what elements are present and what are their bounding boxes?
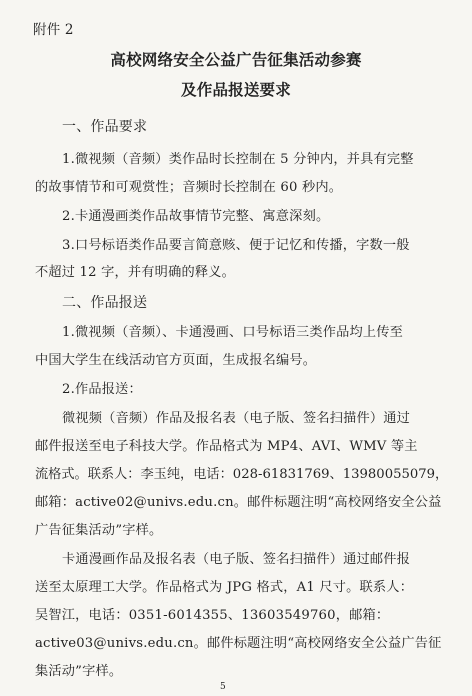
section-1-item-3-line-2: 不超过 12 字，并有明确的释义。 <box>35 265 236 280</box>
section-1-item-1-line-2: 的故事情节和可观赏性；音频时长控制在 60 秒内。 <box>35 180 343 195</box>
video-submission-line-4: 邮箱：active02@univs.edu.cn。邮件标题注明“高校网络安全公益 <box>35 495 442 510</box>
page-number: 5 <box>220 682 226 692</box>
section-2-heading: 二、作品报送 <box>62 295 148 311</box>
section-2-item-1-line-2: 中国大学生在线活动官方页面，生成报名编号。 <box>35 353 317 368</box>
video-submission-line-5: 广告征集活动”字样。 <box>35 523 163 538</box>
section-1-item-1-line-1: 1.微视频（音频）类作品时长控制在 5 分钟内，并具有完整 <box>62 152 414 167</box>
comic-submission-line-5: 集活动”字样。 <box>35 664 123 679</box>
section-1-item-3-line-1: 3.口号标语类作品要言简意赅、便于记忆和传播，字数一般 <box>62 238 410 253</box>
document-title-line-2: 及作品报送要求 <box>181 81 291 99</box>
comic-submission-line-4: active03@univs.edu.cn。邮件标题注明“高校网络安全公益广告征 <box>35 636 442 651</box>
section-2-item-2: 2.作品报送： <box>62 382 142 397</box>
comic-submission-line-1: 卡通漫画作品及报名表（电子版、签名扫描件）通过邮件报 <box>62 552 411 567</box>
video-submission-line-1: 微视频（音频）作品及报名表（电子版、签名扫描件）通过 <box>62 411 411 426</box>
section-2-item-1-line-1: 1.微视频（音频）、卡通漫画、口号标语三类作品均上传至 <box>62 325 404 340</box>
video-submission-line-2: 邮件报送至电子科技大学。作品格式为 MP4、AVI、WMV 等主 <box>35 439 418 454</box>
video-submission-line-3: 流格式。联系人：李玉纯，电话：028-61831769、13980055079， <box>35 467 449 482</box>
section-1-heading: 一、作品要求 <box>62 119 148 135</box>
comic-submission-line-2: 送至太原理工大学。作品格式为 JPG 格式，A1 尺寸。联系人： <box>35 580 414 595</box>
section-1-item-2: 2.卡通漫画类作品故事情节完整、寓意深刻。 <box>62 209 330 224</box>
document-title-line-1: 高校网络安全公益广告征集活动参赛 <box>110 51 362 69</box>
attachment-label: 附件 2 <box>33 22 74 38</box>
comic-submission-line-3: 吴智江，电话：0351-6014355、13603549760，邮箱： <box>35 608 390 623</box>
